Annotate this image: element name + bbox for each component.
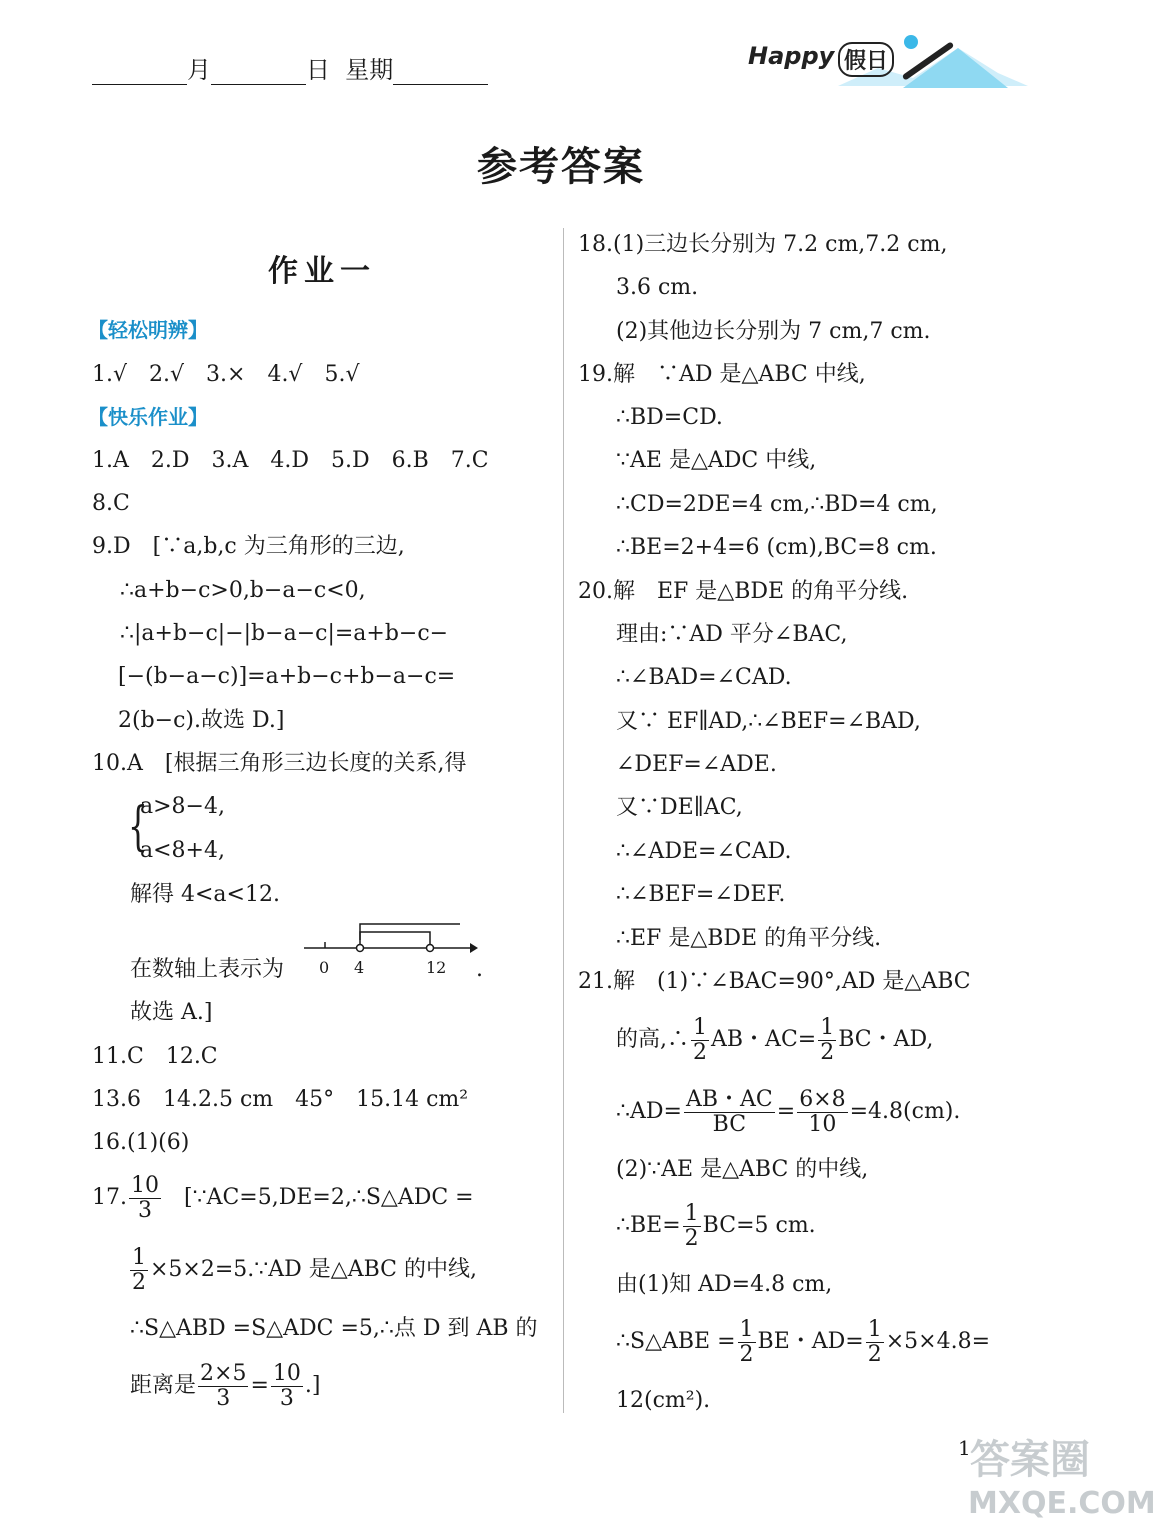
watermark-text: 答案圈 <box>970 1437 1090 1483</box>
inequality-2: a<8+4, <box>140 838 225 863</box>
q21-line7: ∴S△ABE = $\frac{1}{2}$ BE・AD= $\frac{1}{2}$ ×5×4.8= <box>616 1316 991 1367</box>
answer-line: 2(b−c).故选 D.] <box>118 708 285 733</box>
answer-line: ∴BE=2+4=6 (cm),BC=8 cm. <box>616 535 937 560</box>
fraction: $\frac{AB・AC}{BC}$ <box>685 1086 773 1137</box>
fraction: $\frac{6\times 8}{10}$ <box>799 1086 846 1137</box>
number-line <box>300 918 490 980</box>
fraction: $\frac{1}{2}$ <box>693 1014 707 1065</box>
section-easy: 【轻松明辨】 <box>88 318 208 342</box>
left-subtitle: 作业一 <box>268 254 376 289</box>
answer-line: 在数轴上表示为 <box>130 957 285 982</box>
answer-line: 又∵DE∥AC, <box>616 795 743 820</box>
answer-line: ∴a+b−c>0,b−a−c<0, <box>120 578 366 603</box>
watermark <box>966 1420 1156 1530</box>
answer-line: ∴CD=2DE=4 cm,∴BD=4 cm, <box>616 492 938 517</box>
q17-text: 距离是 <box>130 1373 197 1398</box>
q17-line4: 距离是 $\frac{2\times 5}{3}$ = $\frac{10}{3}$ .] <box>130 1360 321 1411</box>
watermark-url: MXQE.COM <box>968 1486 1156 1521</box>
answer-line: (2)∵AE 是△ABC 的中线, <box>616 1157 869 1182</box>
answer-row: 8.C <box>92 491 130 516</box>
answer-line: ∴BD=CD. <box>616 405 723 430</box>
answer-line: 21.解 (1)∵∠BAC=90°,AD 是△ABC <box>578 969 971 994</box>
axis-label-0: 0 <box>319 958 330 977</box>
answer-row: 1.√ 2.√ 3.× 4.√ 5.√ <box>92 362 360 387</box>
answer-line: 由(1)知 AD=4.8 cm, <box>616 1272 833 1297</box>
answer-line: 3.6 cm. <box>616 275 699 300</box>
fraction: $\frac{1}{2}$ <box>820 1014 835 1065</box>
answer-line: 理由:∵AD 平分∠BAC, <box>616 622 848 647</box>
answer-line: 解得 4<a<12. <box>130 882 280 907</box>
answer-line: 12(cm²). <box>616 1388 711 1413</box>
q21-line3: ∴AD= $\frac{AB・AC}{BC}$ = $\frac{6\times 8}{10}$ =4.8(cm). <box>616 1086 961 1137</box>
answer-line: ∴∠ADE=∠CAD. <box>616 839 792 864</box>
answer-line: ∵AE 是△ADC 中线, <box>616 448 817 473</box>
answer-line: 18.(1)三边长分别为 7.2 cm,7.2 cm, <box>578 232 948 257</box>
fraction: $\frac{1}{2}$ <box>739 1316 754 1367</box>
page-title: 参考答案 <box>477 143 645 190</box>
answer-line: ∠DEF=∠ADE. <box>616 752 777 777</box>
q17-line2 <box>128 1242 477 1298</box>
answer-row: 13.6 14.2.5 cm 45° 15.14 cm² <box>92 1087 469 1112</box>
q17-text: ×5×2=5.∵AD 是△ABC 的中线, <box>150 1257 478 1282</box>
q17-number: 17. <box>92 1185 127 1210</box>
fraction: $\frac{2\times 5}{3}$ <box>200 1360 247 1411</box>
section-happy: 【快乐作业】 <box>88 405 208 429</box>
answer-line: 10.A [根据三角形三边长度的关系,得 <box>92 751 467 776</box>
day-label: 日 <box>306 56 330 84</box>
brace-icon: { <box>128 797 148 857</box>
answer-line: 9.D [∵a,b,c 为三角形的三边, <box>92 534 405 559</box>
inequality-1: a>8−4, <box>140 794 225 819</box>
q17-text: [∵AC=5,DE=2,∴S△ADC = <box>183 1185 474 1210</box>
answer-line: ∴EF 是△BDE 的角平分线. <box>616 926 882 951</box>
answer-line: ∴S△ABD =S△ADC =5,∴点 D 到 AB 的 <box>130 1316 538 1341</box>
answer-line: ∴|a+b−c|−|b−a−c|=a+b−c− <box>120 621 449 646</box>
answer-row: 16.(1)(6) <box>92 1130 190 1155</box>
fraction: $\frac{10}{3}$ <box>272 1360 301 1411</box>
fraction: $\frac{1}{2}$ <box>867 1316 882 1367</box>
period: . <box>476 957 483 982</box>
fraction: $\frac{1}{2}$ <box>684 1200 699 1251</box>
answer-line: 故选 A.] <box>130 1000 213 1025</box>
answer-line: ∴∠BAD=∠CAD. <box>616 665 792 690</box>
page-number: 1 <box>958 1436 971 1460</box>
date-line <box>92 50 488 85</box>
happy-logo <box>728 28 1028 90</box>
answer-line: (2)其他边长分别为 7 cm,7 cm. <box>616 319 931 344</box>
answer-row: 1.A 2.D 3.A 4.D 5.D 6.B 7.C <box>92 448 489 473</box>
q21-line2: 的高,∴ $\frac{1}{2}$ AB・AC= $\frac{1}{2}$ BC・AD, <box>616 1014 934 1065</box>
q17-line1 <box>92 1170 474 1226</box>
fraction: $\frac{10}{3}$ <box>131 1172 159 1223</box>
answer-line: 19.解 ∵AD 是△ABC 中线, <box>578 362 866 387</box>
q21-line5: ∴BE= $\frac{1}{2}$ BC=5 cm. <box>616 1200 816 1251</box>
answer-line: [−(b−a−c)]=a+b−c+b−a−c= <box>118 664 456 689</box>
weekday-label: 星期 <box>345 56 394 84</box>
axis-label-12: 12 <box>426 958 447 977</box>
logo-jiari-text: 假日 <box>838 42 894 77</box>
logo-happy-text: Happy <box>748 42 835 70</box>
fraction: $\frac{1}{2}$ <box>132 1244 146 1295</box>
brace-system <box>128 790 258 870</box>
axis-label-4: 4 <box>354 958 365 977</box>
answer-line: 20.解 EF 是△BDE 的角平分线. <box>578 579 909 604</box>
answer-row: 11.C 12.C <box>92 1044 218 1069</box>
answer-line: ∴∠BEF=∠DEF. <box>616 882 786 907</box>
month-label: 月 <box>187 56 211 84</box>
column-divider <box>563 228 564 1413</box>
answer-line: 又∵ EF∥AD,∴∠BEF=∠BAD, <box>616 709 921 734</box>
